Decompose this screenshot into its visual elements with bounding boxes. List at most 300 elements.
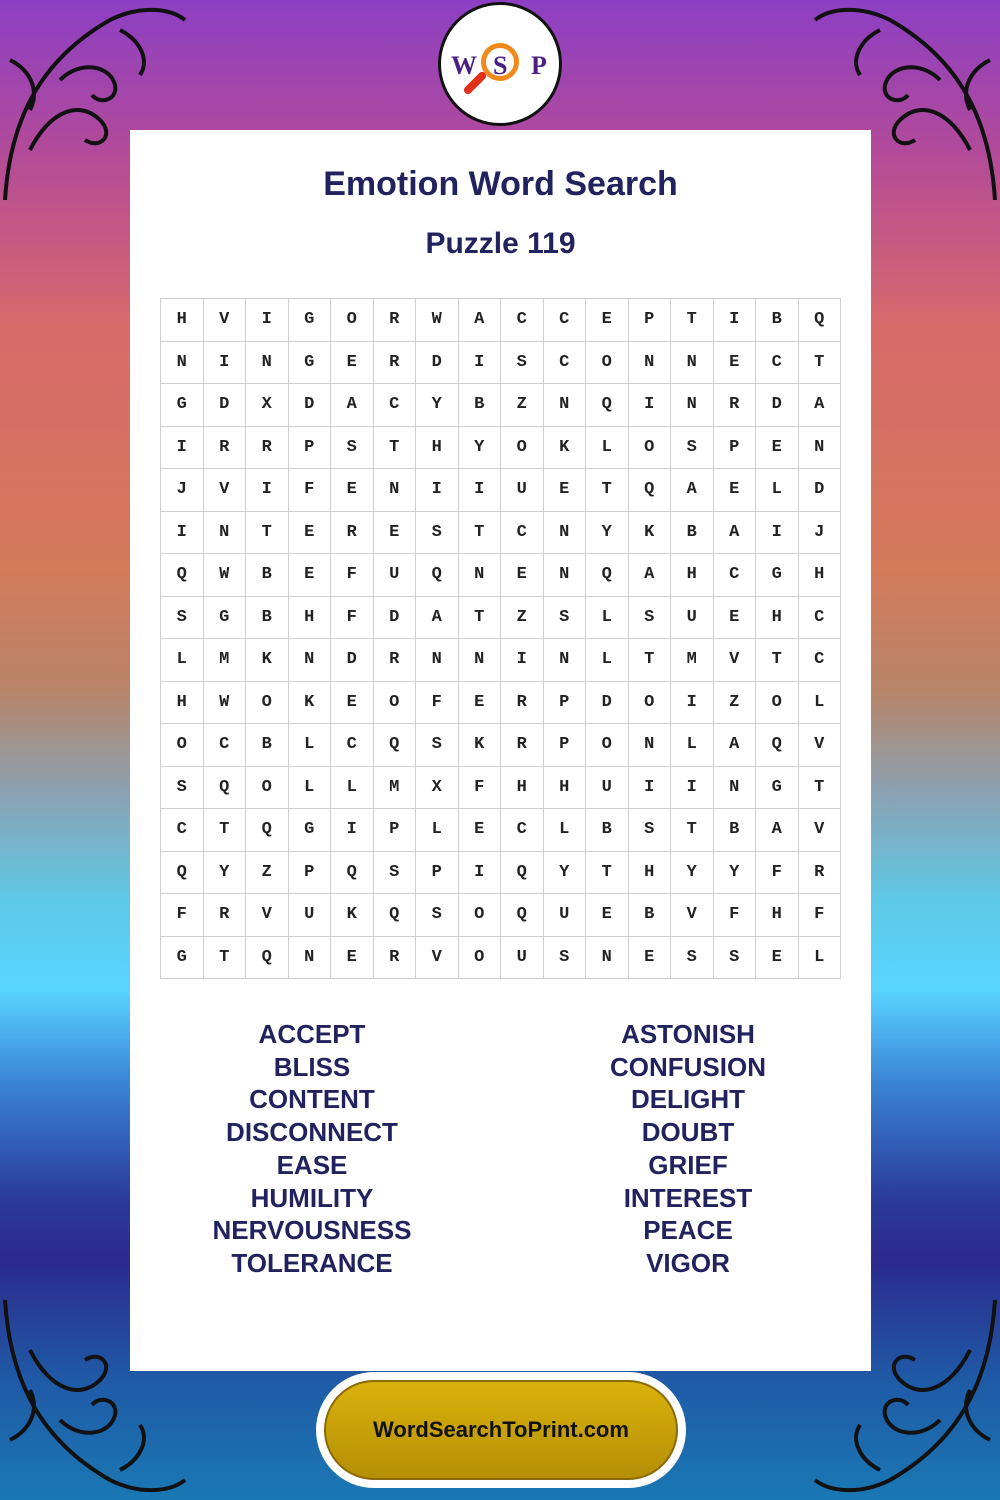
grid-cell[interactable]: C [543,341,586,384]
grid-cell[interactable]: V [203,469,246,512]
grid-cell[interactable]: V [203,299,246,342]
grid-cell[interactable]: G [756,554,799,597]
grid-cell[interactable]: S [628,596,671,639]
grid-cell[interactable]: C [543,299,586,342]
grid-cell[interactable]: I [246,469,289,512]
grid-cell[interactable]: B [246,596,289,639]
grid-cell[interactable]: U [373,554,416,597]
grid-cell[interactable]: C [798,596,841,639]
grid-cell[interactable]: E [458,809,501,852]
grid-cell[interactable]: R [373,299,416,342]
grid-cell[interactable]: K [288,681,331,724]
grid-cell[interactable]: N [416,639,459,682]
grid-cell[interactable]: L [331,766,374,809]
page-title: Emotion Word Search [323,165,678,203]
grid-cell[interactable]: Y [671,851,714,894]
grid-cell[interactable]: P [288,426,331,469]
grid-cell[interactable]: U [501,469,544,512]
grid-cell[interactable]: R [501,724,544,767]
grid-cell[interactable]: E [373,511,416,554]
grid-cell[interactable]: R [246,426,289,469]
word-item: DELIGHT [630,1084,746,1115]
grid-cell[interactable]: D [798,469,841,512]
grid-row [161,384,841,427]
grid-cell[interactable]: D [586,681,629,724]
grid-cell[interactable]: N [161,341,204,384]
grid-cell[interactable]: I [161,426,204,469]
grid-cell[interactable]: T [586,469,629,512]
grid-cell[interactable]: O [628,426,671,469]
grid-cell[interactable]: N [671,384,714,427]
grid-cell[interactable]: S [373,851,416,894]
word-list-right [508,1018,868,1280]
grid-row [161,724,841,767]
grid-cell[interactable]: I [331,809,374,852]
grid-cell[interactable]: G [756,766,799,809]
grid-cell[interactable]: Y [543,851,586,894]
grid-cell[interactable]: I [713,299,756,342]
grid-cell[interactable]: H [756,894,799,937]
grid-cell[interactable]: F [331,596,374,639]
word-item: INTEREST [623,1182,753,1213]
grid-cell[interactable]: L [543,809,586,852]
grid-cell[interactable]: V [798,809,841,852]
site-link-frame [316,1372,686,1488]
grid-cell[interactable]: F [756,851,799,894]
grid-cell[interactable]: N [458,639,501,682]
grid-cell[interactable]: W [416,299,459,342]
grid-cell[interactable]: A [458,299,501,342]
grid-cell[interactable]: E [331,469,374,512]
grid-cell[interactable]: G [203,596,246,639]
grid-cell[interactable]: Q [203,766,246,809]
grid-cell[interactable]: N [288,936,331,979]
grid-cell[interactable]: H [756,596,799,639]
grid-cell[interactable]: R [501,681,544,724]
grid-cell[interactable]: G [288,809,331,852]
grid-cell[interactable]: E [288,511,331,554]
grid-cell[interactable]: M [373,766,416,809]
grid-cell[interactable]: O [628,681,671,724]
grid-cell[interactable]: R [373,639,416,682]
word-item: NERVOUSNESS [212,1215,412,1246]
grid-cell[interactable]: K [628,511,671,554]
grid-cell[interactable]: V [246,894,289,937]
grid-cell[interactable]: Q [246,809,289,852]
grid-cell[interactable]: E [458,681,501,724]
grid-cell[interactable]: H [543,766,586,809]
grid-row [161,469,841,512]
grid-cell[interactable]: A [671,469,714,512]
grid-cell[interactable]: L [671,724,714,767]
word-item: ASTONISH [621,1019,755,1049]
grid-row [161,596,841,639]
grid-cell[interactable]: T [246,511,289,554]
grid-cell[interactable]: N [713,766,756,809]
grid-cell[interactable]: S [331,426,374,469]
grid-cell[interactable]: L [798,936,841,979]
word-item: TOLERANCE [231,1247,393,1278]
grid-cell[interactable]: T [798,766,841,809]
grid-cell[interactable]: F [798,894,841,937]
grid-cell[interactable]: Q [798,299,841,342]
grid-cell[interactable]: E [713,469,756,512]
grid-cell[interactable]: R [798,851,841,894]
grid-cell[interactable]: O [246,681,289,724]
grid-cell[interactable]: N [543,511,586,554]
grid-cell[interactable]: T [203,809,246,852]
grid-cell[interactable]: A [756,809,799,852]
grid-cell[interactable]: Z [501,596,544,639]
grid-cell[interactable]: S [543,596,586,639]
grid-cell[interactable]: F [331,554,374,597]
grid-cell[interactable]: O [373,681,416,724]
grid-row [161,936,841,979]
grid-cell[interactable]: L [288,724,331,767]
grid-cell[interactable]: N [543,639,586,682]
grid-cell[interactable]: I [671,766,714,809]
grid-cell[interactable]: A [713,511,756,554]
grid-cell[interactable]: J [798,511,841,554]
grid-cell[interactable]: N [628,724,671,767]
grid-cell[interactable]: R [203,426,246,469]
grid-cell[interactable]: Q [416,554,459,597]
grid-cell[interactable]: N [288,639,331,682]
grid-cell[interactable]: E [331,341,374,384]
word-item: CONFUSION [610,1051,766,1082]
grid-cell[interactable]: C [713,554,756,597]
grid-cell[interactable]: H [161,299,204,342]
grid-cell[interactable]: Q [586,384,629,427]
grid-cell[interactable]: Z [246,851,289,894]
grid-cell[interactable]: Z [713,681,756,724]
grid-cell[interactable]: N [543,554,586,597]
grid-row [161,299,841,342]
grid-cell[interactable]: B [671,511,714,554]
grid-cell[interactable]: T [756,639,799,682]
grid-cell[interactable]: V [671,894,714,937]
logo-letter-p: P [531,51,547,80]
grid-cell[interactable]: C [203,724,246,767]
grid-cell[interactable]: Q [501,851,544,894]
grid-cell[interactable]: H [628,851,671,894]
grid-cell[interactable]: I [628,766,671,809]
grid-cell[interactable]: G [161,384,204,427]
grid-cell[interactable]: S [671,426,714,469]
grid-cell[interactable]: X [416,766,459,809]
grid-cell[interactable]: O [246,766,289,809]
grid-cell[interactable]: N [586,936,629,979]
grid-cell[interactable]: M [203,639,246,682]
grid-cell[interactable]: E [713,341,756,384]
grid-cell[interactable]: X [246,384,289,427]
grid-cell[interactable]: B [756,299,799,342]
site-logo[interactable] [438,2,562,126]
grid-cell[interactable]: O [331,299,374,342]
grid-cell[interactable]: Q [373,894,416,937]
grid-cell[interactable]: N [246,341,289,384]
grid-cell[interactable]: T [798,341,841,384]
grid-cell[interactable]: L [416,809,459,852]
grid-cell[interactable]: R [331,511,374,554]
grid-cell[interactable]: S [713,936,756,979]
grid-cell[interactable]: R [373,341,416,384]
grid-row [161,851,841,894]
grid-cell[interactable]: C [331,724,374,767]
grid-cell[interactable]: S [161,766,204,809]
grid-row [161,809,841,852]
grid-cell[interactable]: Z [501,384,544,427]
grid-cell[interactable]: F [458,766,501,809]
grid-cell[interactable]: I [458,469,501,512]
word-item: CONTENT [249,1084,375,1115]
grid-row [161,511,841,554]
puzzle-card [130,130,871,1371]
grid-cell[interactable]: I [416,469,459,512]
grid-cell[interactable]: A [628,554,671,597]
grid-cell[interactable]: D [373,596,416,639]
grid-cell[interactable]: T [458,596,501,639]
grid-cell[interactable]: F [713,894,756,937]
grid-cell[interactable]: H [671,554,714,597]
grid-cell[interactable]: E [543,469,586,512]
grid-cell[interactable]: N [458,554,501,597]
grid-cell[interactable]: D [203,384,246,427]
grid-cell[interactable]: I [458,851,501,894]
grid-cell[interactable]: O [501,426,544,469]
grid-cell[interactable]: P [713,426,756,469]
grid-cell[interactable]: L [586,596,629,639]
grid-cell[interactable]: G [161,936,204,979]
grid-cell[interactable]: L [161,639,204,682]
grid-cell[interactable]: L [586,639,629,682]
grid-cell[interactable]: B [586,809,629,852]
grid-cell[interactable]: O [586,341,629,384]
grid-cell[interactable]: T [203,936,246,979]
word-item: HUMILITY [250,1182,374,1213]
grid-cell[interactable]: D [288,384,331,427]
grid-cell[interactable]: R [373,936,416,979]
grid-cell[interactable]: Q [628,469,671,512]
word-item: GRIEF [648,1149,728,1180]
logo-letter-s: S [493,51,508,80]
grid-cell[interactable]: K [543,426,586,469]
grid-row [161,766,841,809]
grid-cell[interactable]: L [586,426,629,469]
grid-cell[interactable]: O [756,681,799,724]
word-item: VIGOR [646,1247,730,1278]
grid-row [161,554,841,597]
grid-cell[interactable]: V [416,936,459,979]
grid-row [161,894,841,937]
grid-cell[interactable]: P [543,724,586,767]
grid-cell[interactable]: I [458,341,501,384]
grid-cell[interactable]: E [756,936,799,979]
grid-cell[interactable]: I [671,681,714,724]
grid-cell[interactable]: H [798,554,841,597]
grid-cell[interactable]: H [161,681,204,724]
grid-cell[interactable]: O [161,724,204,767]
word-item: BLISS [273,1051,351,1082]
grid-cell[interactable]: Q [373,724,416,767]
grid-cell[interactable]: K [246,639,289,682]
grid-cell[interactable]: V [798,724,841,767]
grid-cell[interactable]: S [543,936,586,979]
grid-cell[interactable]: Q [161,554,204,597]
grid-cell[interactable]: I [161,511,204,554]
grid-cell[interactable]: I [756,511,799,554]
grid-cell[interactable]: U [586,766,629,809]
grid-cell[interactable]: V [713,639,756,682]
grid-cell[interactable]: P [543,681,586,724]
grid-cell[interactable]: D [416,341,459,384]
grid-row [161,426,841,469]
grid-cell[interactable]: E [288,554,331,597]
grid-cell[interactable]: Y [713,851,756,894]
grid-cell[interactable]: T [628,639,671,682]
grid-cell[interactable]: J [161,469,204,512]
grid-cell[interactable]: P [416,851,459,894]
grid-cell[interactable]: Q [331,851,374,894]
grid-cell[interactable]: N [628,341,671,384]
grid-cell[interactable]: A [713,724,756,767]
grid-cell[interactable]: K [331,894,374,937]
grid-cell[interactable]: I [203,341,246,384]
word-item: DOUBT [641,1117,735,1148]
grid-cell[interactable]: Y [203,851,246,894]
grid-cell[interactable]: E [331,681,374,724]
grid-cell[interactable]: S [416,511,459,554]
grid-cell[interactable]: Y [458,426,501,469]
grid-cell[interactable]: Q [756,724,799,767]
grid-row [161,639,841,682]
grid-cell[interactable]: L [756,469,799,512]
word-item: EASE [276,1149,348,1180]
grid-cell[interactable]: H [501,766,544,809]
grid-cell[interactable]: A [798,384,841,427]
grid-cell[interactable]: R [203,894,246,937]
grid-cell[interactable]: N [798,426,841,469]
grid-cell[interactable]: S [628,809,671,852]
grid-cell[interactable]: O [458,894,501,937]
grid-cell[interactable]: T [373,426,416,469]
grid-cell[interactable]: E [586,894,629,937]
grid-cell[interactable]: W [203,554,246,597]
grid-cell[interactable]: E [713,596,756,639]
grid-cell[interactable]: F [288,469,331,512]
grid-cell[interactable]: N [671,341,714,384]
grid-cell[interactable]: I [628,384,671,427]
grid-cell[interactable]: N [203,511,246,554]
grid-cell[interactable]: T [671,809,714,852]
grid-cell[interactable]: U [501,936,544,979]
grid-cell[interactable]: C [501,809,544,852]
puzzle-number: Puzzle 119 [425,227,576,260]
grid-cell[interactable]: I [501,639,544,682]
grid-cell[interactable]: T [671,299,714,342]
grid-cell[interactable]: S [416,724,459,767]
grid-cell[interactable]: C [756,341,799,384]
grid-cell[interactable]: C [161,809,204,852]
word-item: ACCEPT [258,1019,366,1049]
letter-grid [160,298,841,979]
grid-cell[interactable]: L [798,681,841,724]
grid-cell[interactable]: Q [586,554,629,597]
grid-cell[interactable]: F [161,894,204,937]
grid-cell[interactable]: G [288,299,331,342]
grid-cell[interactable]: B [246,554,289,597]
grid-cell[interactable]: E [331,936,374,979]
grid-cell[interactable]: P [373,809,416,852]
grid-cell[interactable]: M [671,639,714,682]
grid-cell[interactable]: S [671,936,714,979]
grid-cell[interactable]: U [543,894,586,937]
grid-cell[interactable]: S [501,341,544,384]
grid-cell[interactable]: B [628,894,671,937]
grid-cell[interactable]: Q [161,851,204,894]
grid-cell[interactable]: E [501,554,544,597]
grid-cell[interactable]: L [288,766,331,809]
grid-cell[interactable]: N [543,384,586,427]
grid-cell[interactable]: K [458,724,501,767]
grid-cell[interactable]: C [373,384,416,427]
grid-cell[interactable]: Y [586,511,629,554]
word-item: PEACE [643,1215,733,1246]
grid-cell[interactable]: A [331,384,374,427]
grid-cell[interactable]: O [458,936,501,979]
word-list-left [132,1018,492,1280]
grid-cell[interactable]: D [331,639,374,682]
grid-cell[interactable]: R [713,384,756,427]
grid-cell[interactable]: T [586,851,629,894]
logo-letter-w: W [451,51,477,80]
grid-cell[interactable]: C [501,511,544,554]
grid-cell[interactable]: C [501,299,544,342]
word-item: DISCONNECT [226,1117,398,1148]
grid-cell[interactable]: E [586,299,629,342]
grid-cell[interactable]: E [628,936,671,979]
grid-cell[interactable]: Q [246,936,289,979]
grid-cell[interactable]: O [586,724,629,767]
grid-cell[interactable]: U [671,596,714,639]
grid-cell[interactable]: S [161,596,204,639]
grid-cell[interactable]: N [373,469,416,512]
grid-cell[interactable]: H [416,426,459,469]
grid-cell[interactable]: A [416,596,459,639]
grid-cell[interactable]: P [628,299,671,342]
grid-cell[interactable]: U [288,894,331,937]
grid-cell[interactable]: P [288,851,331,894]
grid-cell[interactable]: I [246,299,289,342]
grid-cell[interactable]: W [203,681,246,724]
grid-cell[interactable]: B [246,724,289,767]
grid-cell[interactable]: D [756,384,799,427]
grid-cell[interactable]: Y [416,384,459,427]
grid-row [161,341,841,384]
grid-cell[interactable]: B [458,384,501,427]
grid-cell[interactable]: H [288,596,331,639]
grid-cell[interactable]: S [416,894,459,937]
grid-cell[interactable]: T [458,511,501,554]
grid-row [161,681,841,724]
grid-cell[interactable]: G [288,341,331,384]
grid-cell[interactable]: F [416,681,459,724]
grid-cell[interactable]: Q [501,894,544,937]
grid-cell[interactable]: B [713,809,756,852]
grid-cell[interactable]: C [798,639,841,682]
grid-cell[interactable]: E [756,426,799,469]
site-link-button[interactable]: WordSearchToPrint.com [324,1380,678,1480]
